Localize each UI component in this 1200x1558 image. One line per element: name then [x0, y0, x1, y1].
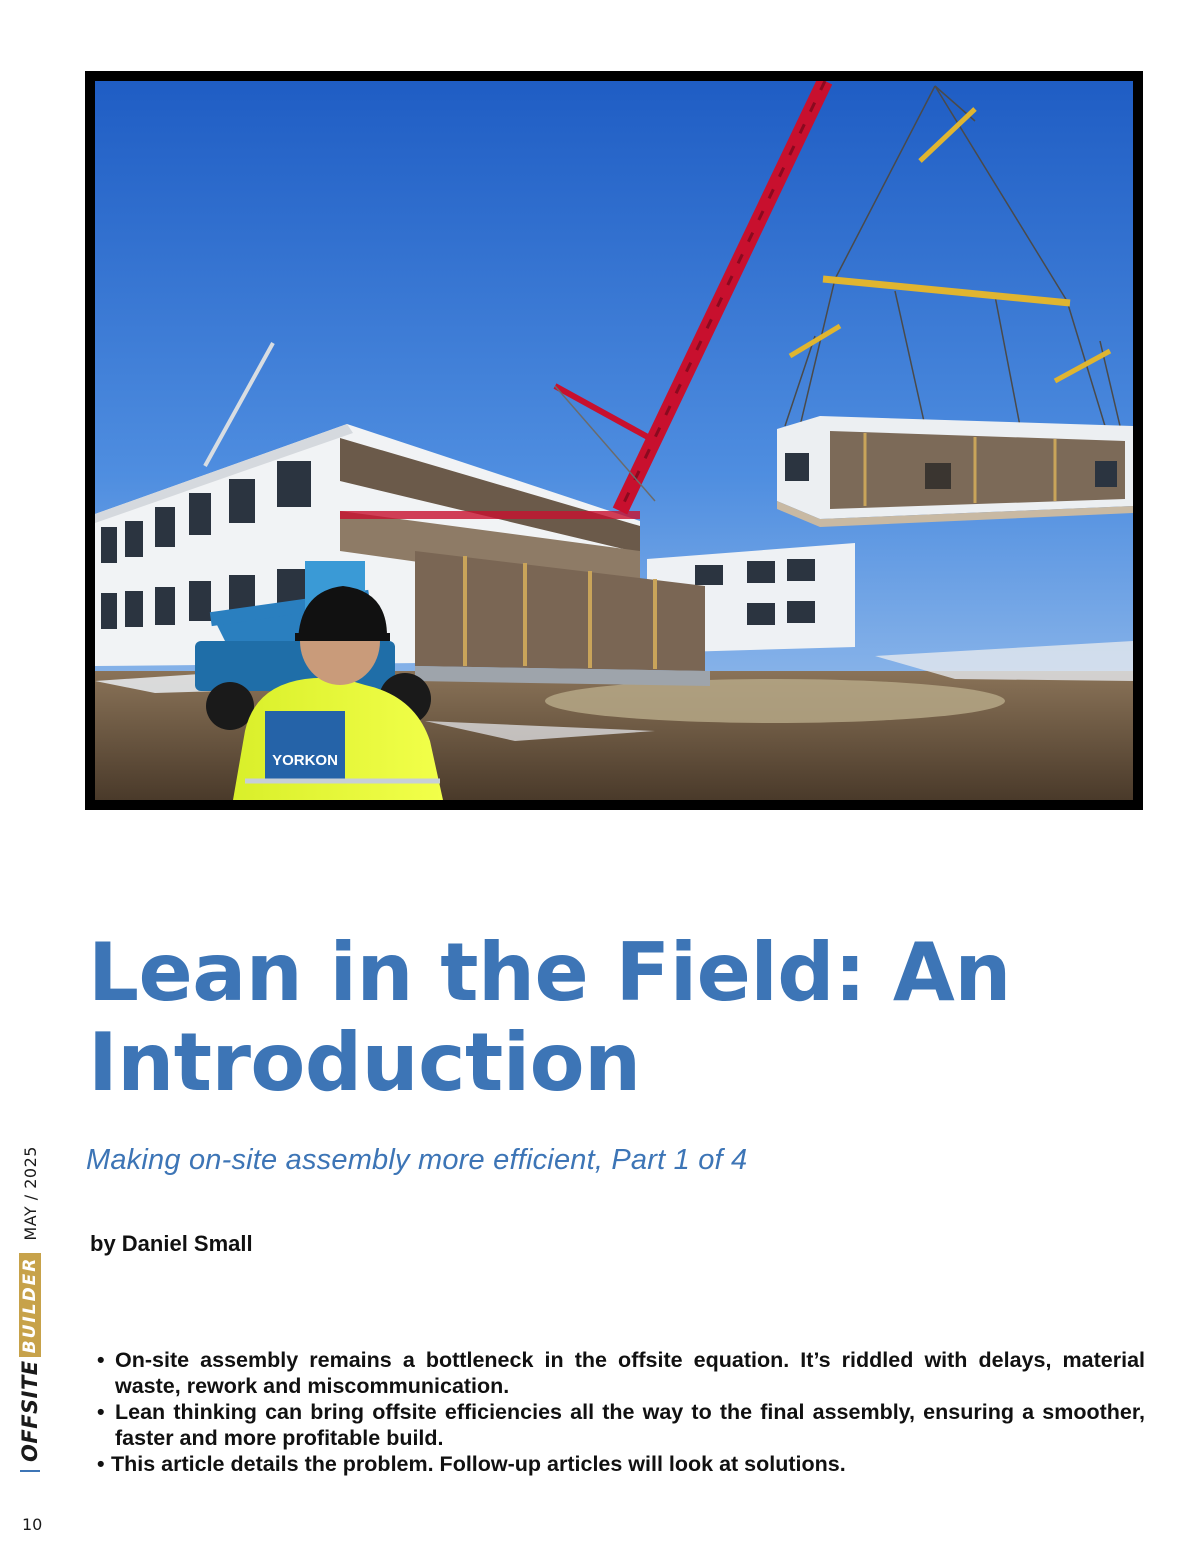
- safety-rail: [340, 511, 640, 519]
- module-window: [1095, 461, 1117, 487]
- folio-rule: [20, 1470, 40, 1472]
- key-point: [95, 1451, 1145, 1477]
- hero-photo: [85, 71, 1143, 810]
- window: [787, 601, 815, 623]
- article-subtitle: Making on-site assembly more efficient, Part 1 of 4: [86, 1144, 748, 1176]
- page-number: 10: [22, 1515, 43, 1534]
- window: [787, 559, 815, 581]
- magazine-name-offsite: OFFSITE: [18, 1360, 42, 1462]
- bullet: •: [97, 1348, 105, 1372]
- article-byline: by Daniel Small: [90, 1231, 253, 1256]
- key-points-list: [95, 1347, 1145, 1477]
- bullet: •: [97, 1452, 105, 1476]
- key-point-text: This article details the problem. Follow-up articles will look at solutions.: [111, 1452, 846, 1476]
- window: [747, 603, 775, 625]
- folio: [18, 1146, 42, 1472]
- magazine-name-builder: BUILDER: [19, 1253, 41, 1358]
- module-interior: [830, 431, 1125, 509]
- key-point: [95, 1399, 1145, 1451]
- issue-date: MAY / 2025: [20, 1146, 40, 1241]
- window: [747, 561, 775, 583]
- window: [695, 565, 723, 585]
- key-point-text: On-site assembly remains a bottleneck in the offsite equation. It’s riddled with delays, material waste, rework and miscommunication.: [115, 1348, 1145, 1398]
- vest-logo-text: YORKON: [272, 752, 338, 769]
- bullet: •: [97, 1400, 105, 1424]
- article-headline: Lean in the Field: An Introduction: [88, 926, 1011, 1109]
- key-point: [95, 1347, 1145, 1399]
- vest-logo-panel: [265, 711, 345, 781]
- module-window: [785, 453, 809, 481]
- module-window: [925, 463, 951, 489]
- puddle: [545, 679, 1005, 723]
- key-point-text: Lean thinking can bring offsite efficiencies all the way to the final assembly, ensuring a smoother, faster and more profitable build.: [115, 1400, 1145, 1450]
- construction-site-illustration: [95, 81, 1133, 800]
